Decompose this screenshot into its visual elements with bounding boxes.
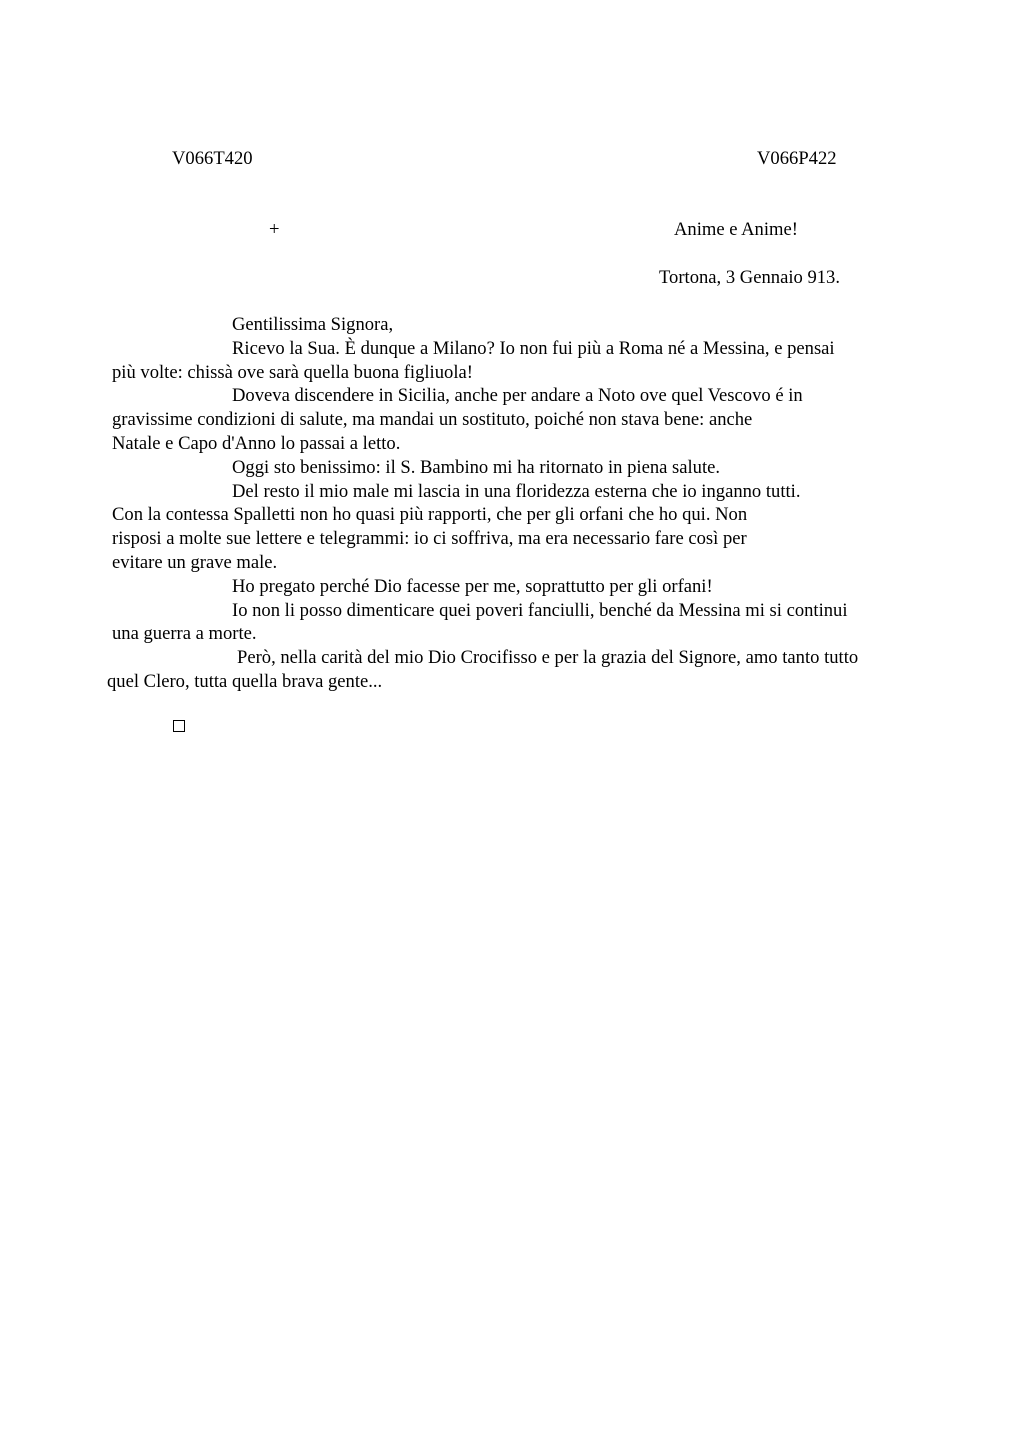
paragraph-line: gravissime condizioni di salute, ma mandai un sostituto, poiché non stava bene: anche [112, 409, 753, 431]
letter-body [107, 313, 942, 694]
paragraph [112, 384, 942, 455]
paragraph-line: Con la contessa Spalletti non ho quasi più rapporti, che per gli orfani che ho qui. Non [112, 504, 748, 526]
paragraph-line: Ricevo la Sua. È dunque a Milano? Io non fui più a Roma né a Messina, e pensai [232, 337, 835, 359]
paragraph [112, 337, 942, 385]
salutation-line: Gentilissima Signora, [232, 314, 394, 335]
document-code-right: V066P422 [757, 148, 837, 169]
paragraph-line: risposi a molte sue lettere e telegrammi: io ci soffriva, ma era necessario fare così per [112, 528, 747, 550]
end-marker-box [173, 720, 185, 732]
paragraph [107, 646, 942, 694]
paragraph-line: Però, nella carità del mio Dio Crocifisso e per la grazia del Signore, amo tanto tutto [237, 647, 859, 669]
paragraph [112, 599, 942, 647]
paragraph-line: evitare un grave male. [112, 551, 278, 573]
salutation [172, 313, 942, 337]
paragraph-line: quel Clero, tutta quella brava gente... [107, 670, 383, 692]
paragraph-line: Del resto il mio male mi lascia in una floridezza esterna che io inganno tutti. [232, 480, 801, 502]
document-code-left: V066T420 [172, 148, 253, 169]
paragraph-line: Oggi sto benissimo: il S. Bambino mi ha ritornato in piena salute. [232, 456, 721, 478]
paragraph-line: più volte: chissà ove sarà quella buona figliuola! [112, 361, 473, 383]
cross-symbol: + [269, 219, 280, 240]
place-date: Tortona, 3 Gennaio 913. [659, 267, 840, 288]
paragraph-line: Ho pregato perché Dio facesse per me, soprattutto per gli orfani! [232, 575, 713, 597]
paragraph [172, 575, 942, 599]
paragraph-line: una guerra a morte. [112, 623, 257, 645]
paragraph-line: Doveva discendere in Sicilia, anche per andare a Noto ove quel Vescovo é in [232, 385, 803, 407]
paragraph [172, 456, 942, 480]
paragraph-line: Natale e Capo d'Anno lo passai a letto. [112, 432, 401, 454]
paragraph [112, 480, 942, 575]
motto: Anime e Anime! [674, 219, 798, 240]
paragraph-line: Io non li posso dimenticare quei poveri fanciulli, benché da Messina mi si continui [232, 599, 848, 621]
